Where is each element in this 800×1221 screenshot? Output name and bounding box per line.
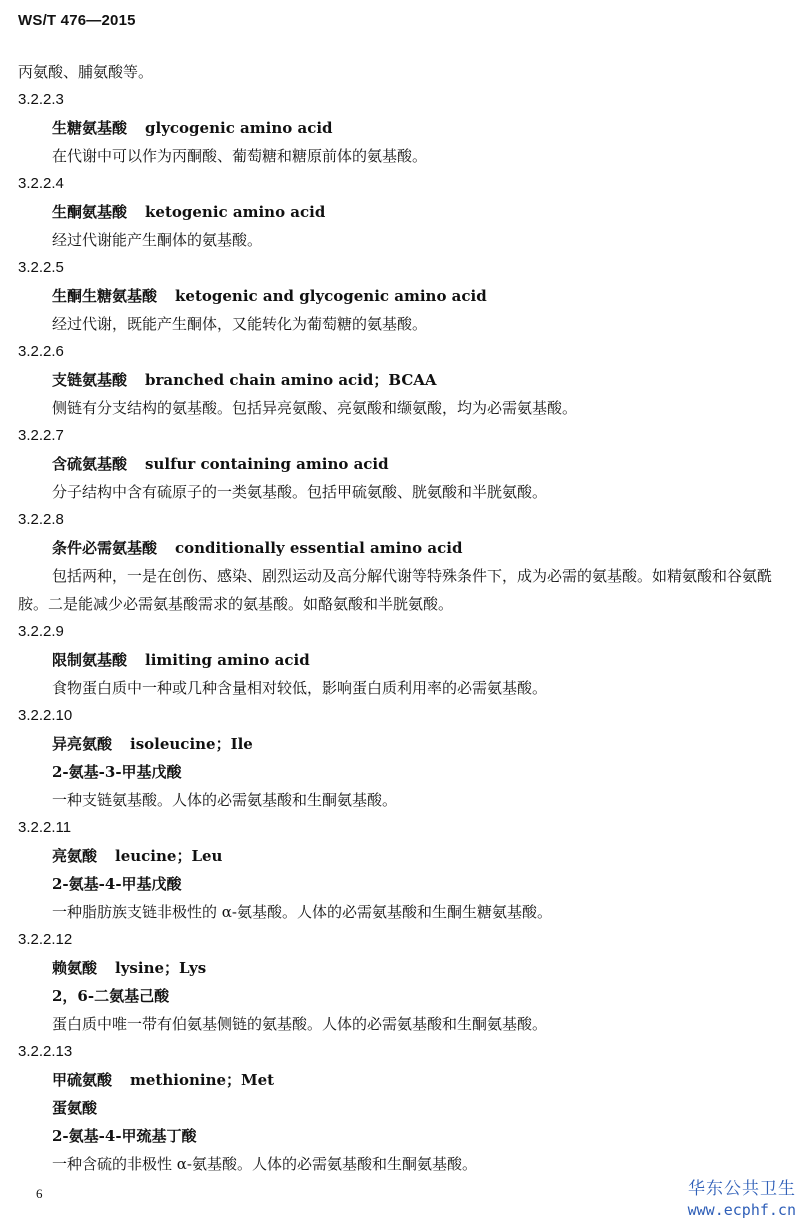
term-entry [18,422,790,506]
term-entry [18,1038,790,1178]
term-line [18,1066,790,1094]
term-definition: 一种脂肪族支链非极性的 α-氨基酸。人体的必需氨基酸和生酮生糖氨基酸。 [52,903,552,921]
term-alt-name: 蛋氨酸 [52,1099,98,1117]
term-line [18,114,790,142]
term-chinese: 支链氨基酸 [52,371,128,389]
entry-number: 3.2.2.6 [18,343,64,360]
term-chinese: 生酮生糖氨基酸 [52,287,158,305]
term-line [18,842,790,870]
term-chinese: 条件必需氨基酸 [52,539,158,557]
term-definition: 食物蛋白质中一种或几种含量相对较低，影响蛋白质利用率的必需氨基酸。 [52,679,548,697]
term-entry [18,814,790,926]
term-line [18,198,790,226]
term-entry [18,506,790,618]
term-alt-name: 2-氨基-3-甲基戊酸 [52,763,182,781]
term-chinese: 赖氨酸 [52,959,98,977]
term-english: lysine；Lys [115,959,207,977]
term-english: conditionally essential amino acid [175,539,463,557]
term-line [18,534,790,562]
entry-number: 3.2.2.11 [18,819,72,836]
term-definition: 一种支链氨基酸。人体的必需氨基酸和生酮氨基酸。 [52,791,398,809]
term-chinese: 生酮氨基酸 [52,203,128,221]
watermark-logo [688,1178,796,1220]
term-definition: 经过代谢能产生酮体的氨基酸。 [52,231,263,249]
term-line [18,646,790,674]
entry-number: 3.2.2.4 [18,175,64,192]
term-definition: 蛋白质中唯一带有伯氨基侧链的氨基酸。人体的必需氨基酸和生酮氨基酸。 [52,1015,548,1033]
term-line [18,450,790,478]
term-english: isoleucine；Ile [130,735,253,753]
term-alt-name: 2，6-二氨基己酸 [52,987,170,1005]
term-entry [18,170,790,254]
term-entry [18,86,790,170]
term-english: sulfur containing amino acid [145,455,389,473]
term-chinese: 异亮氨酸 [52,735,113,753]
term-english: glycogenic amino acid [145,119,333,137]
term-chinese: 亮氨酸 [52,847,98,865]
term-entry [18,338,790,422]
term-english: branched chain amino acid；BCAA [145,371,437,389]
term-definition: 在代谢中可以作为丙酮酸、葡萄糖和糖原前体的氨基酸。 [52,147,428,165]
term-alt-name: 2-氨基-4-甲基戊酸 [52,875,182,893]
term-entry [18,702,790,814]
watermark-name: 华东公共卫生 [688,1179,796,1199]
term-chinese: 甲硫氨酸 [52,1071,113,1089]
term-chinese: 限制氨基酸 [52,651,128,669]
term-definition: 包括两种，一是在创伤、感染、剧烈运动及高分解代谢等特殊条件下，成为必需的氨基酸。如精氨酸和谷氨酰胺。二是能减少必需氨基酸需求的氨基酸。如酪氨酸和半胱氨酸。 [18,567,773,613]
standard-code-header: WS/T 476—2015 [18,12,136,29]
entry-number: 3.2.2.8 [18,511,64,528]
entry-number: 3.2.2.12 [18,931,73,948]
term-english: ketogenic amino acid [145,203,326,221]
page-number: 6 [36,1186,43,1201]
term-line [18,282,790,310]
term-definition: 侧链有分支结构的氨基酸。包括异亮氨酸、亮氨酸和缬氨酸，均为必需氨基酸。 [52,399,578,417]
term-definition: 分子结构中含有硫原子的一类氨基酸。包括甲硫氨酸、胱氨酸和半胱氨酸。 [52,483,548,501]
entry-number: 3.2.2.13 [18,1043,73,1060]
term-alt-name: 2-氨基-4-甲巯基丁酸 [52,1127,197,1145]
term-entry [18,618,790,702]
term-english: limiting amino acid [145,651,310,669]
term-english: methionine；Met [130,1071,275,1089]
entry-number: 3.2.2.7 [18,427,64,444]
lead-text: 丙氨酸、脯氨酸等。 [18,63,154,81]
term-definition: 一种含硫的非极性 α-氨基酸。人体的必需氨基酸和生酮氨基酸。 [52,1155,477,1173]
term-definition: 经过代谢，既能产生酮体，又能转化为葡萄糖的氨基酸。 [52,315,428,333]
term-line [18,366,790,394]
term-entry [18,254,790,338]
entry-number: 3.2.2.10 [18,707,73,724]
entry-number: 3.2.2.5 [18,259,64,276]
entry-number: 3.2.2.3 [18,91,64,108]
document-body [18,58,790,1178]
term-english: leucine；Leu [115,847,223,865]
term-entry [18,926,790,1038]
watermark-url: www.ecphf.cn [687,1201,796,1219]
term-line [18,954,790,982]
term-chinese: 生糖氨基酸 [52,119,128,137]
term-chinese: 含硫氨基酸 [52,455,128,473]
term-english: ketogenic and glycogenic amino acid [175,287,487,305]
term-line [18,730,790,758]
entry-number: 3.2.2.9 [18,623,64,640]
